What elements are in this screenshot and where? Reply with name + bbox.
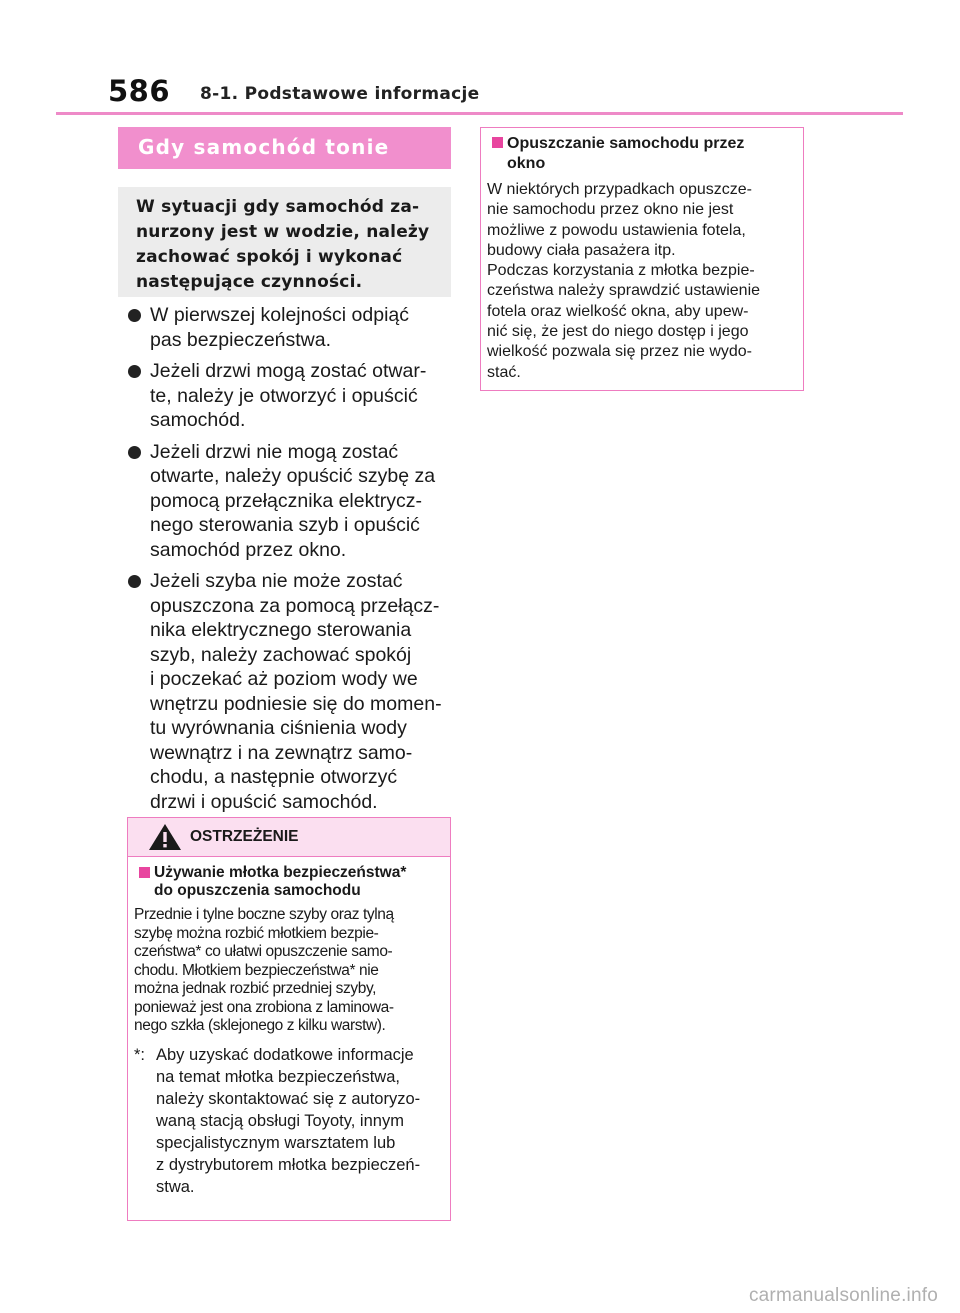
intro-box <box>118 187 451 297</box>
info-body <box>487 134 799 383</box>
footnote-mark: *: <box>134 1045 146 1064</box>
bullet-dot-icon <box>128 575 141 588</box>
instruction-list <box>128 303 458 821</box>
warning-heading <box>134 864 446 900</box>
warning-heading-text: Używanie młotka bezpieczeństwa* do opuszczenia samochodu <box>154 864 407 899</box>
square-bullet-icon <box>492 137 503 148</box>
header-divider <box>56 112 903 115</box>
list-item-text: Jeżeli drzwi nie mogą zostać otwarte, należy opuścić szybę za pomocą przełącznika elektrycz- nego sterowania szyb i opuścić samochód przez okno. <box>150 440 436 561</box>
info-heading <box>487 134 799 174</box>
warning-triangle-icon <box>148 823 182 851</box>
info-heading-text: Opuszczanie samochodu przez okno <box>507 135 745 172</box>
info-box <box>480 127 804 391</box>
section-title: 8-1. Podstawowe informacje <box>200 84 480 104</box>
topic-title-bar <box>118 127 451 169</box>
list-item-text: Jeżeli drzwi mogą zostać otwar- te, należy je otworzyć i opuścić samochód. <box>150 360 427 431</box>
list-item-text: Jeżeli szyba nie może zostać opuszczona za pomocą przełącz- nika elektrycznego sterowania szyb, należy zachować spokój i poczekać aż poziom wody we wnętrzu podniesie się do momen- tu wyrównania ciśnienia wody wewnątrz i na zewnątrz samo- chodu, a następnie otworzyć drzwi i opuścić samochód. <box>150 570 442 813</box>
warning-header <box>128 818 450 857</box>
list-item <box>128 569 458 814</box>
page-number: 586 <box>108 74 171 108</box>
intro-text: W sytuacji gdy samochód za- nurzony jest w wodzie, należy zachować spokój i wykonać następujące czynności. <box>136 197 430 292</box>
warning-box <box>127 817 451 1221</box>
info-text: W niektórych przypadkach opuszcze- nie samochodu przez okno nie jest możliwe z powodu ustawienia fotela, budowy ciała pasażera itp. Podczas korzystania z młotka bezpie- czeństwa należy sprawdzić ustawienie fotela oraz wielkość okna, aby upew- nić się, że jest do niego dostęp i jego wielkość pozwala się przez nie wydo- stać. <box>487 181 761 381</box>
watermark: carmanualsonline.info <box>748 1285 938 1306</box>
topic-title: Gdy samochód tonie <box>138 135 390 159</box>
bullet-dot-icon <box>128 365 141 378</box>
list-item <box>128 359 458 433</box>
warning-body <box>134 864 446 1198</box>
warning-footnote <box>134 1044 446 1198</box>
list-item <box>128 303 458 352</box>
warning-text: Przednie i tylne boczne szyby oraz tylną szybę można rozbić młotkiem bezpie- czeństwa* co ułatwi opuszczenie samo- chodu. Młotkiem bezpieczeństwa* nie można jednak rozbić przedniej szyby, ponieważ jest ona zrobiona z laminowa- nego szkła (sklejonego z kilku warstw). <box>134 906 394 1034</box>
warning-label: OSTRZEŻENIE <box>190 828 299 845</box>
square-bullet-icon <box>139 867 150 878</box>
page-header <box>108 74 908 114</box>
list-item-text: W pierwszej kolejności odpiąć pas bezpieczeństwa. <box>150 304 410 351</box>
list-item <box>128 440 458 563</box>
bullet-dot-icon <box>128 446 141 459</box>
bullet-dot-icon <box>128 309 141 322</box>
footnote-text: Aby uzyskać dodatkowe informacje na temat młotka bezpieczeństwa, należy skontaktować się z autoryzo- waną stacją obsługi Toyoty, innym specjalistycznym warsztatem lub z dystrybutorem młotka bezpieczeń- stwa. <box>156 1045 421 1196</box>
